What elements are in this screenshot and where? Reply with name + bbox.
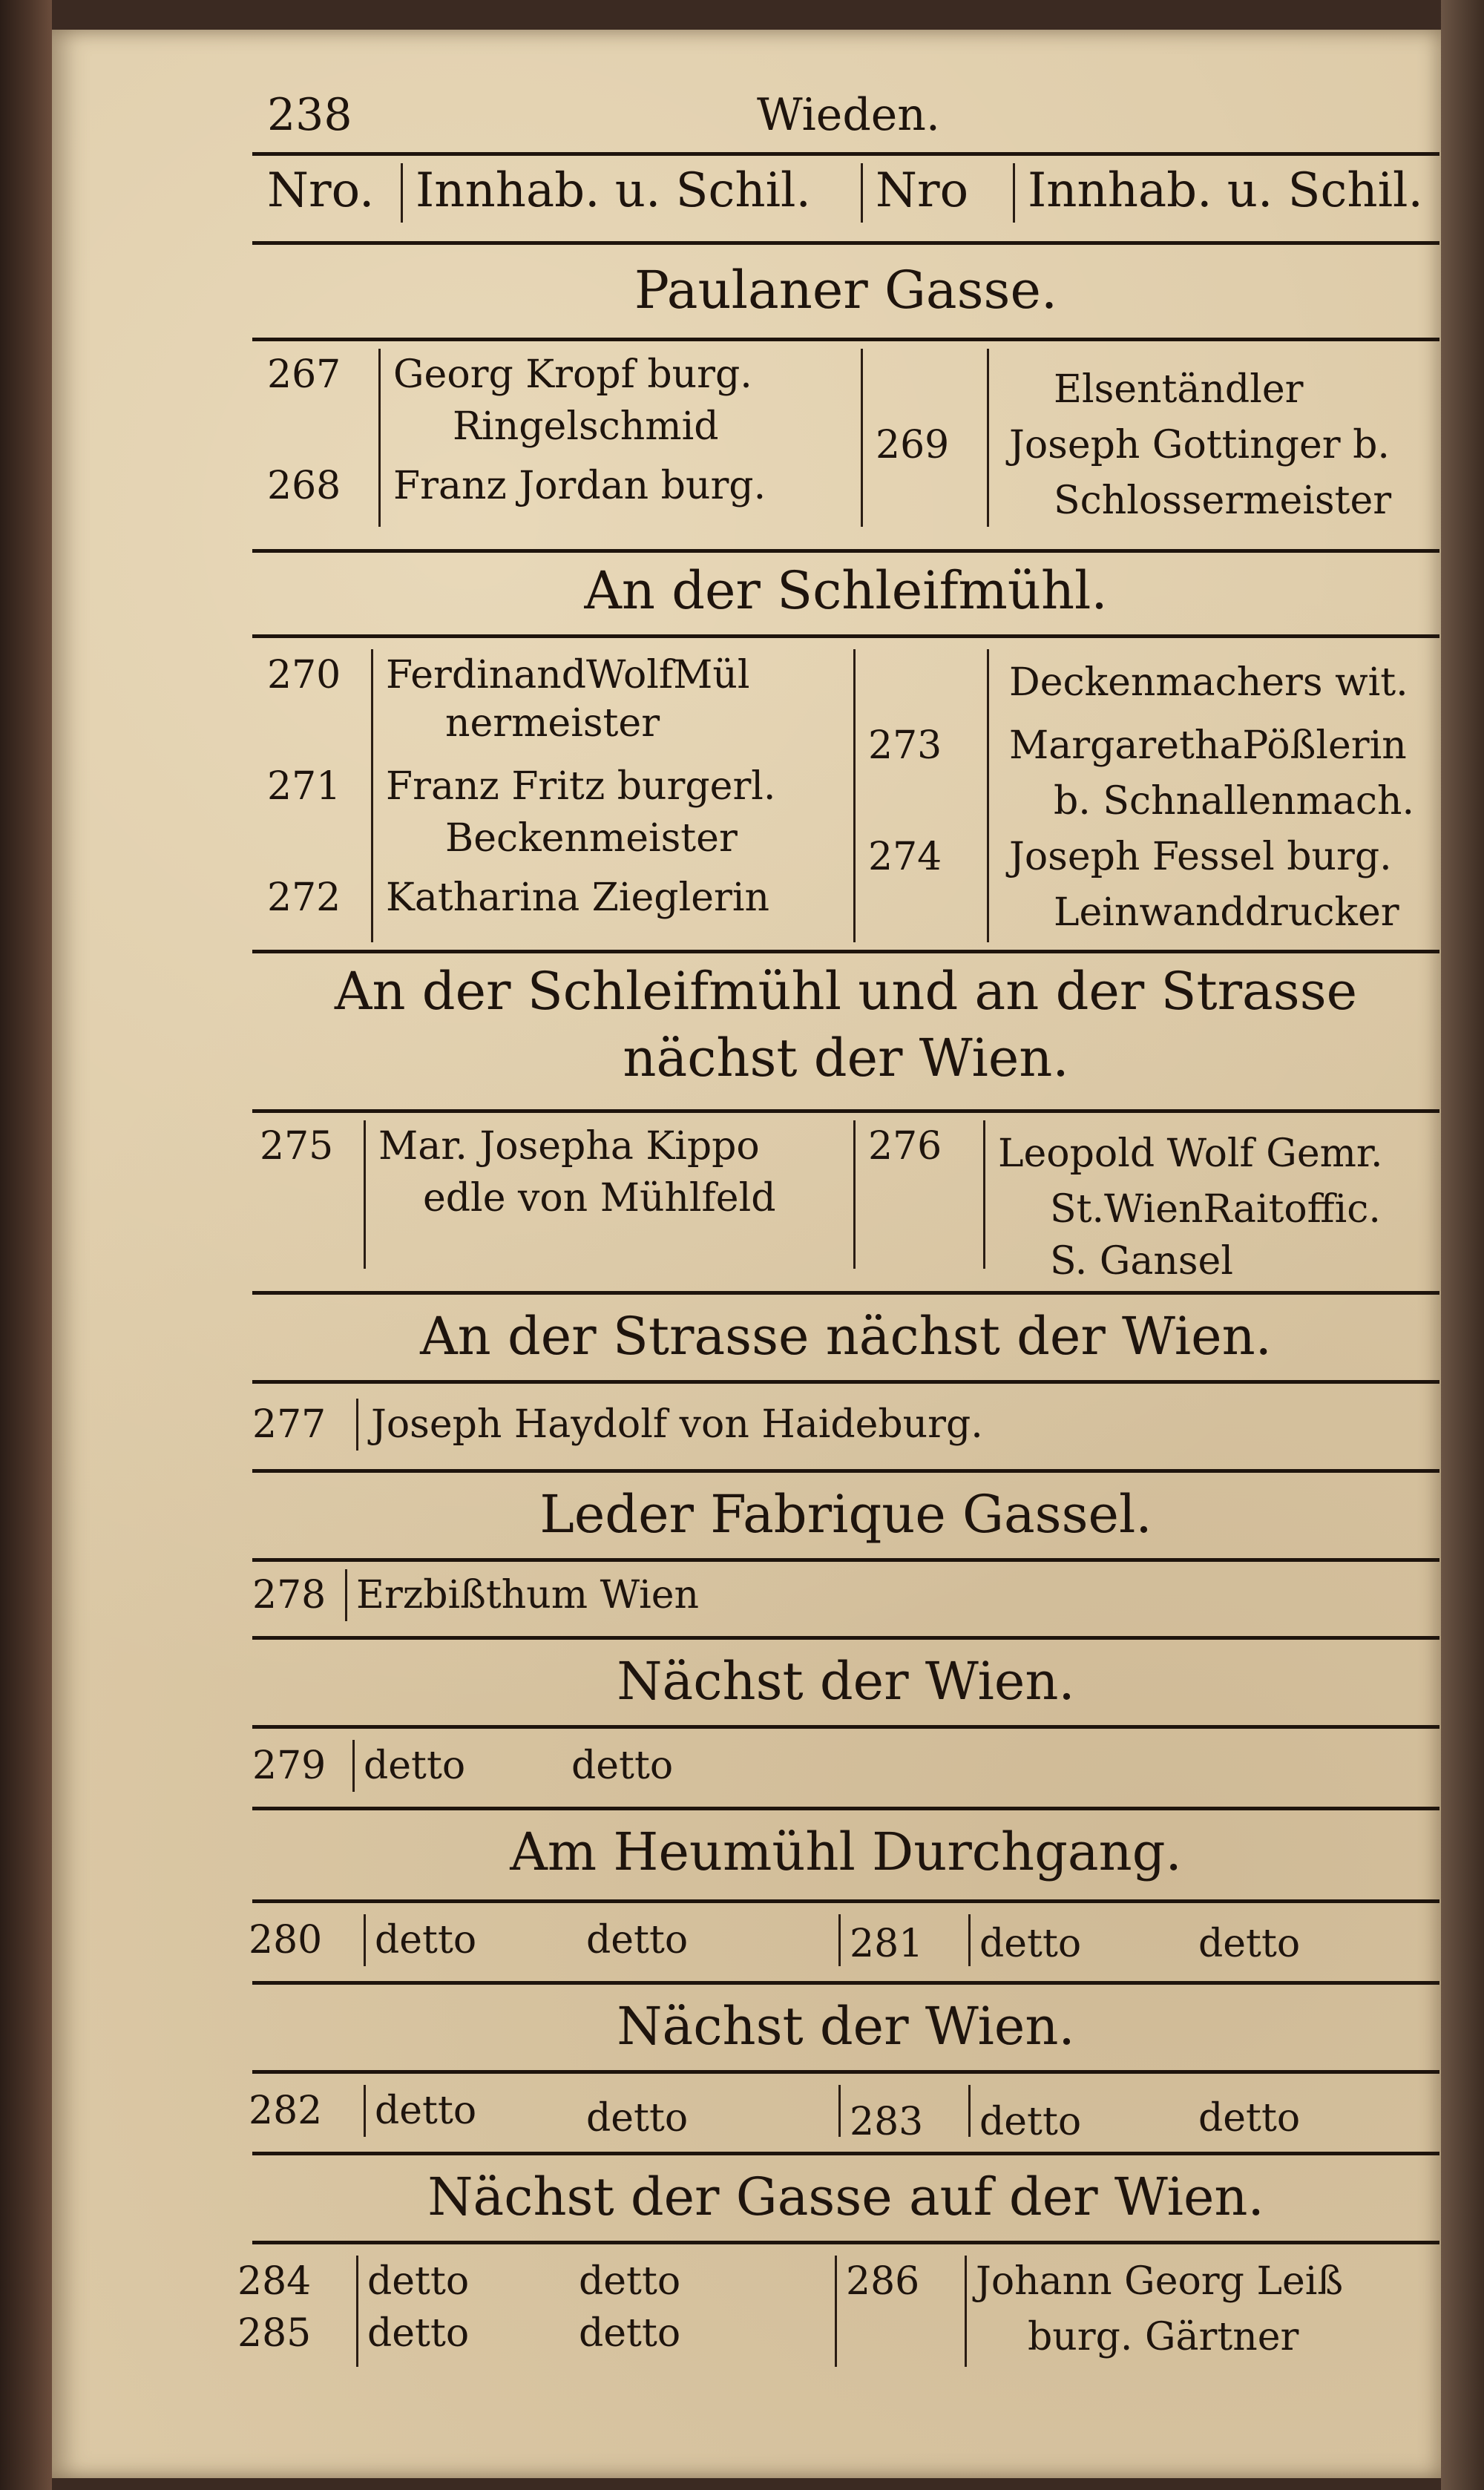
- occupant-line: b. Schnallenmach.: [1054, 779, 1415, 824]
- column-divider: [968, 2085, 971, 2137]
- header-owner-2: Innhab. u. Schil.: [1028, 163, 1423, 218]
- occupant-line: detto: [1198, 2096, 1301, 2141]
- house-number: 268: [267, 464, 341, 508]
- occupant-line: Mar. Josepha Kippo: [378, 1124, 760, 1169]
- house-number: 285: [237, 2311, 312, 2356]
- occupant-line: Katharina Zieglerin: [386, 876, 769, 920]
- section-rule: [252, 634, 1439, 638]
- section-rule: [252, 2152, 1439, 2155]
- occupant-line: detto: [579, 2259, 681, 2304]
- section-rule: [252, 1291, 1439, 1295]
- house-number: 279: [252, 1744, 326, 1788]
- street-heading: Am Heumühl Durchgang.: [510, 1821, 1182, 1882]
- page-number: 238: [267, 89, 352, 141]
- column-divider: [968, 1914, 971, 1966]
- header-divider: [1013, 163, 1015, 223]
- book-page: [52, 30, 1441, 2478]
- occupant-line: detto: [375, 2089, 477, 2133]
- column-divider: [853, 1120, 856, 1269]
- occupant-line: nermeister: [445, 701, 660, 746]
- house-number: 273: [868, 723, 942, 768]
- occupant-line: Joseph Fessel burg.: [1009, 835, 1392, 879]
- street-heading: An der Schleifmühl und an der Strasse: [334, 961, 1358, 1022]
- occupant-line: Beckenmeister: [445, 816, 738, 861]
- occupant-line: Schlossermeister: [1054, 479, 1392, 523]
- occupant-line: Franz Jordan burg.: [393, 464, 766, 508]
- page-edge: [1441, 0, 1484, 2490]
- column-divider: [345, 1569, 347, 1621]
- header-nro-2: Nro: [876, 163, 969, 218]
- running-head: Wieden.: [757, 89, 940, 141]
- section-rule: [252, 2070, 1439, 2074]
- section-rule: [252, 1636, 1439, 1640]
- occupant-line: Georg Kropf burg.: [393, 352, 752, 397]
- section-rule: [252, 1981, 1439, 1985]
- header-rule: [252, 241, 1439, 245]
- house-number: 280: [249, 1918, 323, 1962]
- column-divider: [356, 2256, 358, 2367]
- house-number: 284: [237, 2259, 312, 2304]
- house-number: 286: [846, 2259, 920, 2304]
- column-divider: [838, 1914, 841, 1966]
- occupant-line: detto: [979, 1922, 1082, 1966]
- street-heading: An der Strasse nächst der Wien.: [420, 1306, 1272, 1367]
- column-divider: [861, 349, 863, 527]
- occupant-line: Joseph Gottinger b.: [1009, 423, 1390, 467]
- column-divider: [371, 649, 373, 942]
- house-number: 275: [260, 1124, 334, 1169]
- occupant-line: Ringelschmid: [453, 404, 719, 449]
- occupant-line: detto: [586, 1918, 689, 1962]
- house-number: 281: [850, 1922, 924, 1966]
- section-rule: [252, 1109, 1439, 1113]
- house-number: 278: [252, 1573, 326, 1617]
- column-divider: [364, 1120, 366, 1269]
- house-number: 269: [876, 423, 950, 467]
- street-heading: Nächst der Gasse auf der Wien.: [427, 2167, 1264, 2227]
- section-rule: [252, 549, 1439, 553]
- street-heading: Paulaner Gasse.: [634, 260, 1058, 321]
- house-number: 282: [249, 2089, 323, 2133]
- occupant-line: Franz Fritz burgerl.: [386, 764, 776, 809]
- header-owner-1: Innhab. u. Schil.: [416, 163, 811, 218]
- occupant-line: MargarethaPößlerin: [1009, 723, 1407, 768]
- occupant-line: Erzbißthum Wien: [356, 1573, 700, 1617]
- column-divider: [983, 1120, 985, 1269]
- occupant-line: Johann Georg Leiß: [976, 2259, 1344, 2304]
- column-divider: [965, 2256, 967, 2367]
- street-heading: Leder Fabrique Gassel.: [539, 1484, 1152, 1545]
- column-divider: [352, 1740, 355, 1792]
- header-nro-1: Nro.: [267, 163, 375, 218]
- column-divider: [356, 1399, 358, 1451]
- occupant-line: S. Gansel: [1050, 1239, 1233, 1284]
- occupant-line: detto: [367, 2311, 470, 2356]
- occupant-line: Elsentändler: [1054, 367, 1304, 412]
- section-rule: [252, 1558, 1439, 1562]
- street-heading: Nächst der Wien.: [617, 1996, 1075, 2057]
- house-number: 274: [868, 835, 942, 879]
- occupant-line: detto: [367, 2259, 470, 2304]
- occupant-line: detto: [571, 1744, 674, 1788]
- occupant-line: edle von Mühlfeld: [423, 1176, 776, 1221]
- occupant-line: detto: [1198, 1922, 1301, 1966]
- house-number: 283: [850, 2100, 924, 2144]
- header-divider: [401, 163, 403, 223]
- house-number: 272: [267, 876, 341, 920]
- occupant-line: detto: [579, 2311, 681, 2356]
- street-heading: Nächst der Wien.: [617, 1651, 1075, 1712]
- column-divider: [364, 2085, 366, 2137]
- column-divider: [835, 2256, 837, 2367]
- column-divider: [378, 349, 381, 527]
- column-divider: [987, 349, 989, 527]
- occupant-line: FerdinandWolfMül: [386, 653, 750, 697]
- column-divider: [853, 649, 856, 942]
- column-divider: [838, 2085, 841, 2137]
- street-heading: An der Schleifmühl.: [584, 560, 1108, 621]
- section-rule: [252, 1807, 1439, 1810]
- occupant-line: detto: [586, 2096, 689, 2141]
- house-number: 271: [267, 764, 341, 809]
- section-rule: [252, 1899, 1439, 1903]
- head-rule: [252, 152, 1439, 156]
- section-rule: [252, 2241, 1439, 2244]
- section-rule: [252, 1725, 1439, 1729]
- section-rule: [252, 1380, 1439, 1384]
- occupant-line: Leinwanddrucker: [1054, 890, 1399, 935]
- occupant-line: Joseph Haydolf von Haideburg.: [371, 1402, 983, 1447]
- section-rule: [252, 1469, 1439, 1473]
- section-rule: [252, 338, 1439, 341]
- section-rule: [252, 950, 1439, 953]
- occupant-line: detto: [375, 1918, 477, 1962]
- occupant-line: Deckenmachers wit.: [1009, 660, 1408, 705]
- house-number: 276: [868, 1124, 942, 1169]
- occupant-line: burg. Gärtner: [1028, 2315, 1299, 2359]
- house-number: 270: [267, 653, 341, 697]
- header-divider: [861, 163, 863, 223]
- house-number: 277: [252, 1402, 326, 1447]
- column-divider: [364, 1914, 366, 1966]
- street-heading: nächst der Wien.: [623, 1028, 1069, 1088]
- occupant-line: detto: [979, 2100, 1082, 2144]
- book-spine: [0, 0, 52, 2490]
- occupant-line: St.WienRaitoffic.: [1050, 1187, 1381, 1232]
- column-divider: [987, 649, 989, 942]
- occupant-line: Leopold Wolf Gemr.: [998, 1131, 1383, 1176]
- occupant-line: detto: [364, 1744, 466, 1788]
- house-number: 267: [267, 352, 341, 397]
